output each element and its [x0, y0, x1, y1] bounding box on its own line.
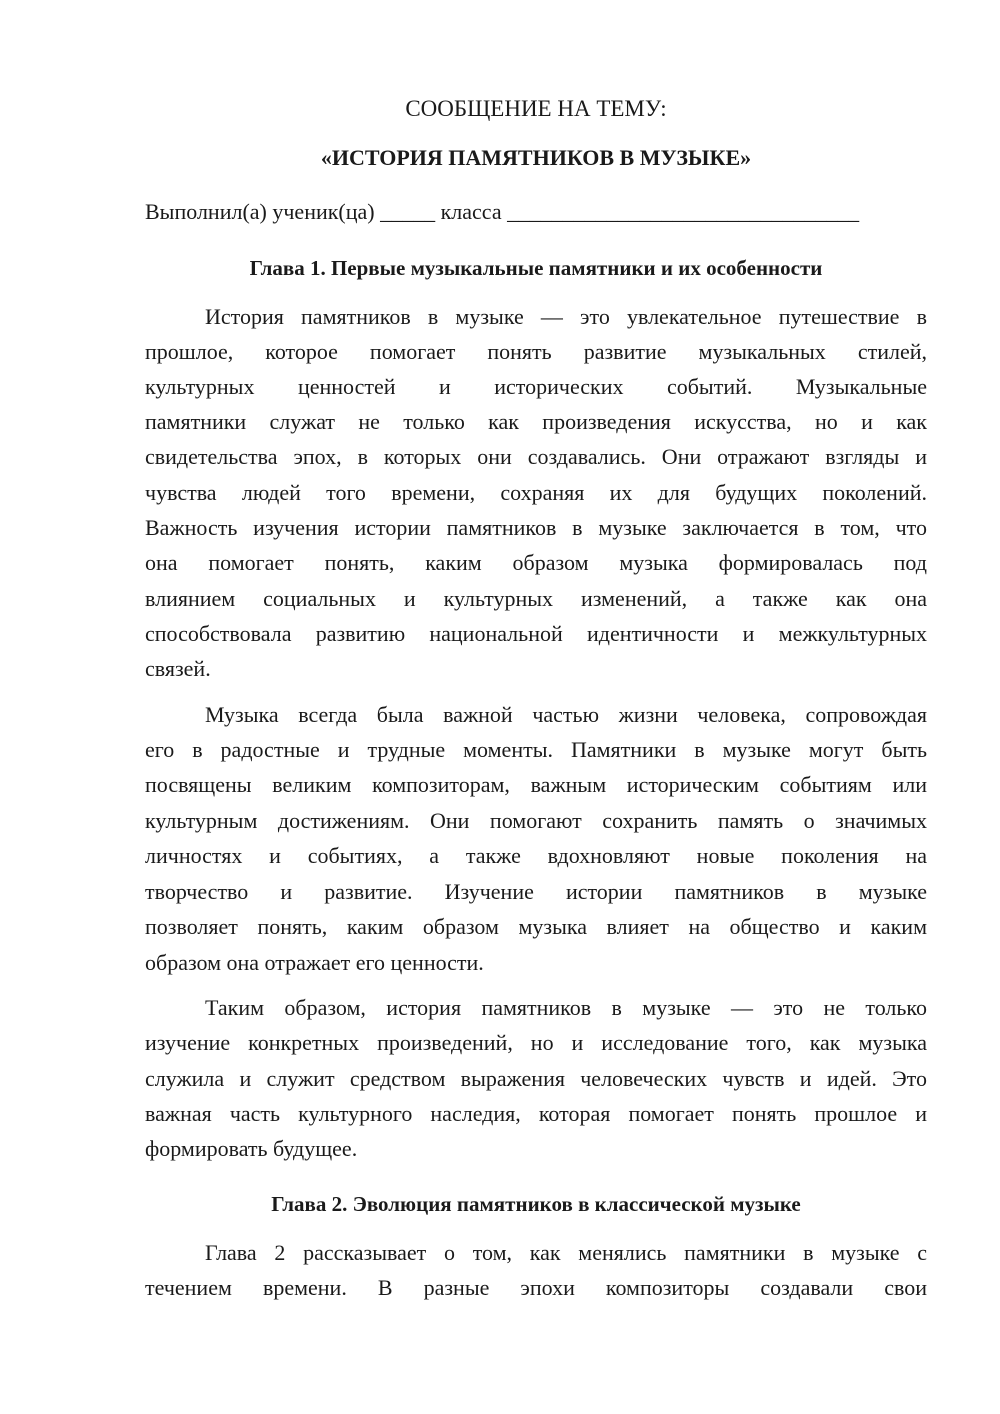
- text-line: личностях и событиях, а также вдохновляют новые поколения на: [145, 843, 927, 868]
- text-line: течением времени. В разные эпохи композиторы создавали свои: [145, 1275, 927, 1300]
- text-line: свидетельства эпох, в которых они создавались. Они отражают взгляды и: [145, 444, 927, 469]
- text-line: изучение конкретных произведений, но и исследование того, как музыка: [145, 1030, 927, 1055]
- text-line: Глава 2 рассказывает о том, как менялись памятники в музыке с: [205, 1240, 927, 1265]
- text-line: образом она отражает его ценности.: [145, 950, 484, 975]
- chapter1-heading: Глава 1. Первые музыкальные памятники и их особенности: [249, 256, 823, 280]
- text-line: культурных ценностей и исторических событий. Музыкальные: [145, 374, 927, 399]
- text-line: творчество и развитие. Изучение истории памятников в музыке: [145, 879, 927, 904]
- text-line: его в радостные и трудные моменты. Памятники в музыке могут быть: [145, 737, 927, 762]
- text-line: культурным достижениям. Они помогают сохранить память о значимых: [145, 808, 927, 833]
- text-line: прошлое, которое помогает понять развитие музыкальных стилей,: [145, 339, 927, 364]
- text-line: способствовала развитию национальной идентичности и межкультурных: [145, 621, 927, 646]
- text-line: формировать будущее.: [145, 1136, 358, 1161]
- text-line: она помогает понять, каким образом музыка формировалась под: [145, 550, 927, 575]
- text-line: Важность изучения истории памятников в музыке заключается в том, что: [145, 515, 927, 540]
- text-line: позволяет понять, каким образом музыка влияет на общество и каким: [145, 914, 927, 939]
- text-line: История памятников в музыке — это увлекательное путешествие в: [205, 304, 927, 329]
- chapter2-heading: Глава 2. Эволюция памятников в классической музыке: [271, 1192, 801, 1216]
- title-line-1: СООБЩЕНИЕ НА ТЕМУ:: [405, 96, 667, 121]
- text-line: памятники служат не только как произведения искусства, но и как: [145, 409, 927, 434]
- text-line: Музыка всегда была важной частью жизни человека, сопровождая: [205, 702, 927, 727]
- text-line: Таким образом, история памятников в музыке — это не только: [205, 995, 927, 1020]
- text-line: связей.: [145, 656, 211, 681]
- text-line: влиянием социальных и культурных изменений, а также как она: [145, 586, 927, 611]
- text-line: служила и служит средством выражения человеческих чувств и идей. Это: [145, 1066, 927, 1091]
- author-line: Выполнил(а) ученик(ца) _____ класса ________________________________: [145, 199, 860, 224]
- title-line-2: «ИСТОРИЯ ПАМЯТНИКОВ В МУЗЫКЕ»: [320, 145, 752, 170]
- text-line: чувства людей того времени, сохраняя их для будущих поколений.: [145, 480, 927, 505]
- text-line: посвящены великим композиторам, важным историческим событиям или: [145, 772, 927, 797]
- text-line: важная часть культурного наследия, которая помогает понять прошлое и: [145, 1101, 927, 1126]
